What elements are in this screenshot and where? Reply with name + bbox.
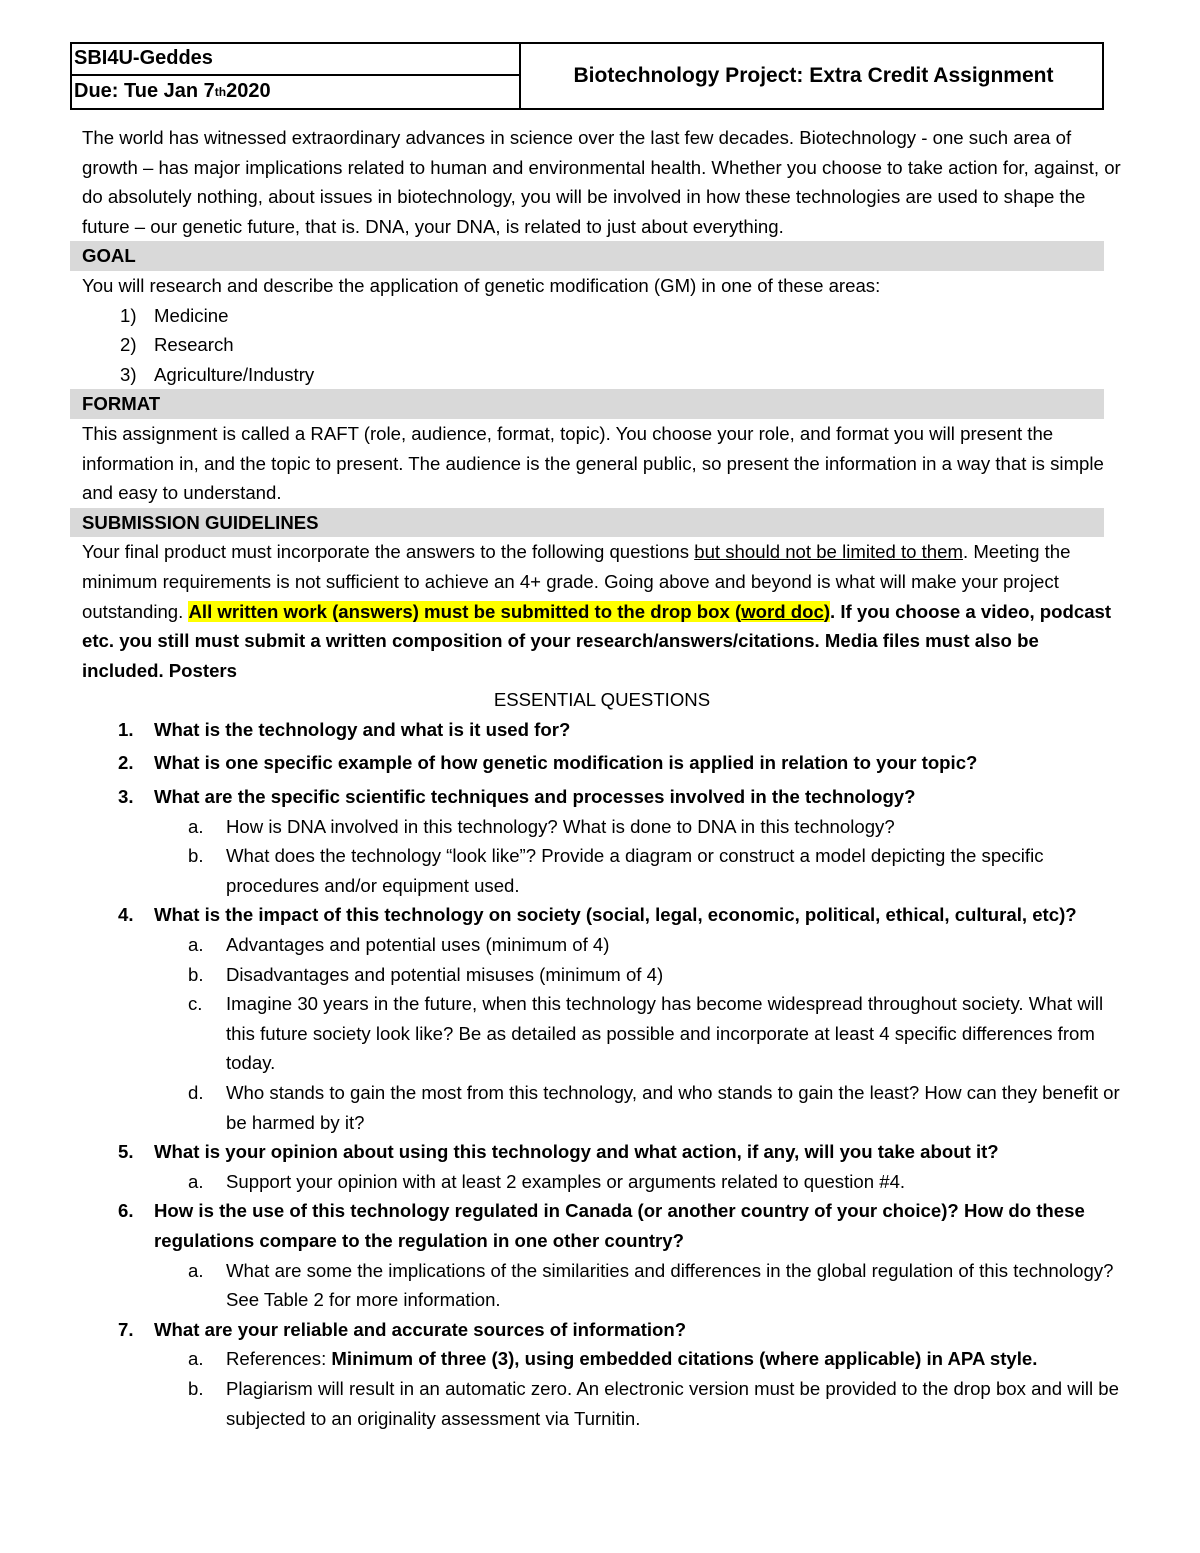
- question-7: [82, 1315, 1122, 1345]
- item-number: 3): [120, 363, 137, 385]
- question-number: 1.: [118, 718, 134, 740]
- header-left: [72, 44, 521, 108]
- subquestion-letter: a.: [188, 815, 204, 837]
- question-4: [82, 900, 1122, 930]
- subquestion-letter: a.: [188, 1259, 204, 1281]
- question-1: [82, 715, 1122, 745]
- subquestion-letter: b.: [188, 1377, 204, 1399]
- question-number: 2.: [118, 752, 134, 774]
- item-number: 1): [120, 304, 137, 326]
- subquestion-3a: [82, 812, 1122, 842]
- subquestion-letter: a.: [188, 1348, 204, 1370]
- format-text: This assignment is called a RAFT (role, audience, format, topic). You choose your role, and format you will present the information in, and the topic to present. The audience is the general public, so present the information in a way that is simple and easy to understand.: [82, 422, 1104, 504]
- subquestion-letter: a.: [188, 934, 204, 956]
- goal-item: [82, 330, 1122, 360]
- document-title: Biotechnology Project: Extra Credit Assignment: [573, 64, 1054, 88]
- subquestion-text: What does the technology “look like”? Provide a diagram or construct a model depicting the specific procedures and/or equipment used.: [226, 845, 1044, 896]
- goal-text: You will research and describe the application of genetic modification (GM) in one of these areas:: [82, 274, 881, 296]
- subquestion-4d: [82, 1078, 1122, 1137]
- question-5: [82, 1137, 1122, 1167]
- subquestion-4b: [82, 960, 1122, 990]
- subquestion-text: What are some the implications of the similarities and differences in the global regulation of this technology? See Table 2 for more information.: [226, 1259, 1114, 1311]
- question-text: What are your reliable and accurate sources of information?: [154, 1318, 687, 1340]
- submission-underline: but should not be limited to them: [694, 541, 963, 563]
- submission-heading: SUBMISSION GUIDELINES: [70, 508, 1104, 538]
- question-text: What are the specific scientific techniques and processes involved in the technology?: [154, 786, 916, 808]
- submission-highlight: [188, 601, 830, 622]
- question-number: 3.: [118, 786, 134, 808]
- subquestion-4a: [82, 930, 1122, 960]
- header-table: [70, 42, 1104, 110]
- essential-questions-heading: ESSENTIAL QUESTIONS: [493, 689, 711, 711]
- due-date-text: Due: Tue Jan 7: [74, 80, 215, 103]
- subquestion-letter: d.: [188, 1082, 204, 1103]
- question-text: What is the impact of this technology on society (social, legal, economic, political, ethical, cultural, etc)?: [154, 904, 1077, 926]
- item-label: Agriculture/Industry: [154, 363, 315, 385]
- subquestion-text: Imagine 30 years in the future, when this technology has become widespread throughout society. What will this future society look like? Be as detailed as possible and incorporate at least 4 specific differences from today.: [226, 993, 1104, 1074]
- submission-text-2: . Meeting the minimum requirements is not sufficient to achieve an 4+ grade. Going above and beyond is what will make your project outstanding.: [82, 541, 1071, 622]
- subquestion-text: How is DNA involved in this technology? What is done to DNA in this technology?: [226, 815, 895, 837]
- due-date-year: 2020: [226, 80, 271, 103]
- references-label: References:: [226, 1348, 332, 1370]
- highlight-word-doc: word doc: [741, 600, 824, 622]
- submission-text-1: Your final product must incorporate the answers to the following questions: [82, 541, 695, 563]
- question-3: [82, 782, 1122, 812]
- question-text: What is one specific example of how genetic modification is applied in relation to your topic?: [154, 752, 978, 774]
- question-number: 6.: [118, 1200, 134, 1222]
- question-6: [82, 1196, 1122, 1255]
- subquestion-letter: b.: [188, 963, 204, 985]
- subquestion-3b: [82, 841, 1122, 900]
- item-label: Research: [154, 334, 234, 356]
- highlight-text-a: All written work (answers) must be submitted to the drop box (: [188, 600, 742, 622]
- course-code: SBI4U-Geddes: [72, 44, 519, 76]
- subquestion-6a: [82, 1256, 1122, 1315]
- submission-text: [82, 537, 1122, 685]
- due-date: Due: Tue Jan 7 th 2020: [72, 76, 519, 108]
- subquestion-letter: c.: [188, 993, 203, 1015]
- subquestion-letter: b.: [188, 845, 204, 867]
- question-text: What is your opinion about using this technology and what action, if any, will you take about it?: [154, 1141, 999, 1163]
- question-number: 7.: [118, 1318, 134, 1340]
- subquestion-4c: [82, 989, 1122, 1078]
- references-requirement: Minimum of three (3), using embedded citations (where applicable) in APA style.: [331, 1348, 1038, 1370]
- subquestion-text: Advantages and potential uses (minimum of 4): [226, 934, 610, 956]
- subquestion-5a: [82, 1167, 1122, 1197]
- item-label: Medicine: [154, 304, 229, 326]
- format-heading: FORMAT: [70, 389, 1104, 419]
- subquestion-7a: [82, 1344, 1122, 1374]
- highlight-text-b: ): [823, 600, 831, 622]
- subquestion-text: Disadvantages and potential misuses (minimum of 4): [226, 963, 664, 985]
- subquestion-text: [226, 1344, 1122, 1374]
- goal-heading: GOAL: [70, 241, 1104, 271]
- subquestion-text: Plagiarism will result in an automatic zero. An electronic version must be provided to the drop box and will be subjected to an originality assessment via Turnitin.: [226, 1377, 1119, 1429]
- subquestion-7b: [82, 1374, 1122, 1433]
- intro-paragraph: The world has witnessed extraordinary advances in science over the last few decades. Biotechnology - one such area of growth – has major implications related to human and environmental health. Whether you choose to take action for, against, or do absolutely nothing, about issues in biotechnology, you will be involved in how these technologies are used to shape the future – our genetic future, that is. DNA, your DNA, is related to just about everything.: [82, 127, 1121, 237]
- document-page: [74, 42, 1122, 1433]
- goal-item: [82, 301, 1122, 331]
- submission-bold-text: . If you choose a video, podcast etc. you still must submit a written composition of your research/answers/citations. Media files must also be included. Posters: [82, 600, 1112, 681]
- question-text: What is the technology and what is it used for?: [154, 718, 571, 740]
- subquestion-text: Support your opinion with at least 2 examples or arguments related to question #4.: [226, 1170, 906, 1192]
- question-2: [82, 748, 1122, 778]
- subquestion-text: Who stands to gain the most from this technology, and who stands to gain the least? How can they benefit or be harmed by it?: [226, 1082, 1120, 1133]
- question-number: 4.: [118, 904, 134, 926]
- subquestion-letter: a.: [188, 1170, 204, 1192]
- question-number: 5.: [118, 1141, 134, 1163]
- item-number: 2): [120, 334, 137, 356]
- goal-item: [82, 360, 1122, 390]
- question-text: How is the use of this technology regulated in Canada (or another country of your choice)? How do these regulations compare to the regulation in one other country?: [154, 1200, 1085, 1251]
